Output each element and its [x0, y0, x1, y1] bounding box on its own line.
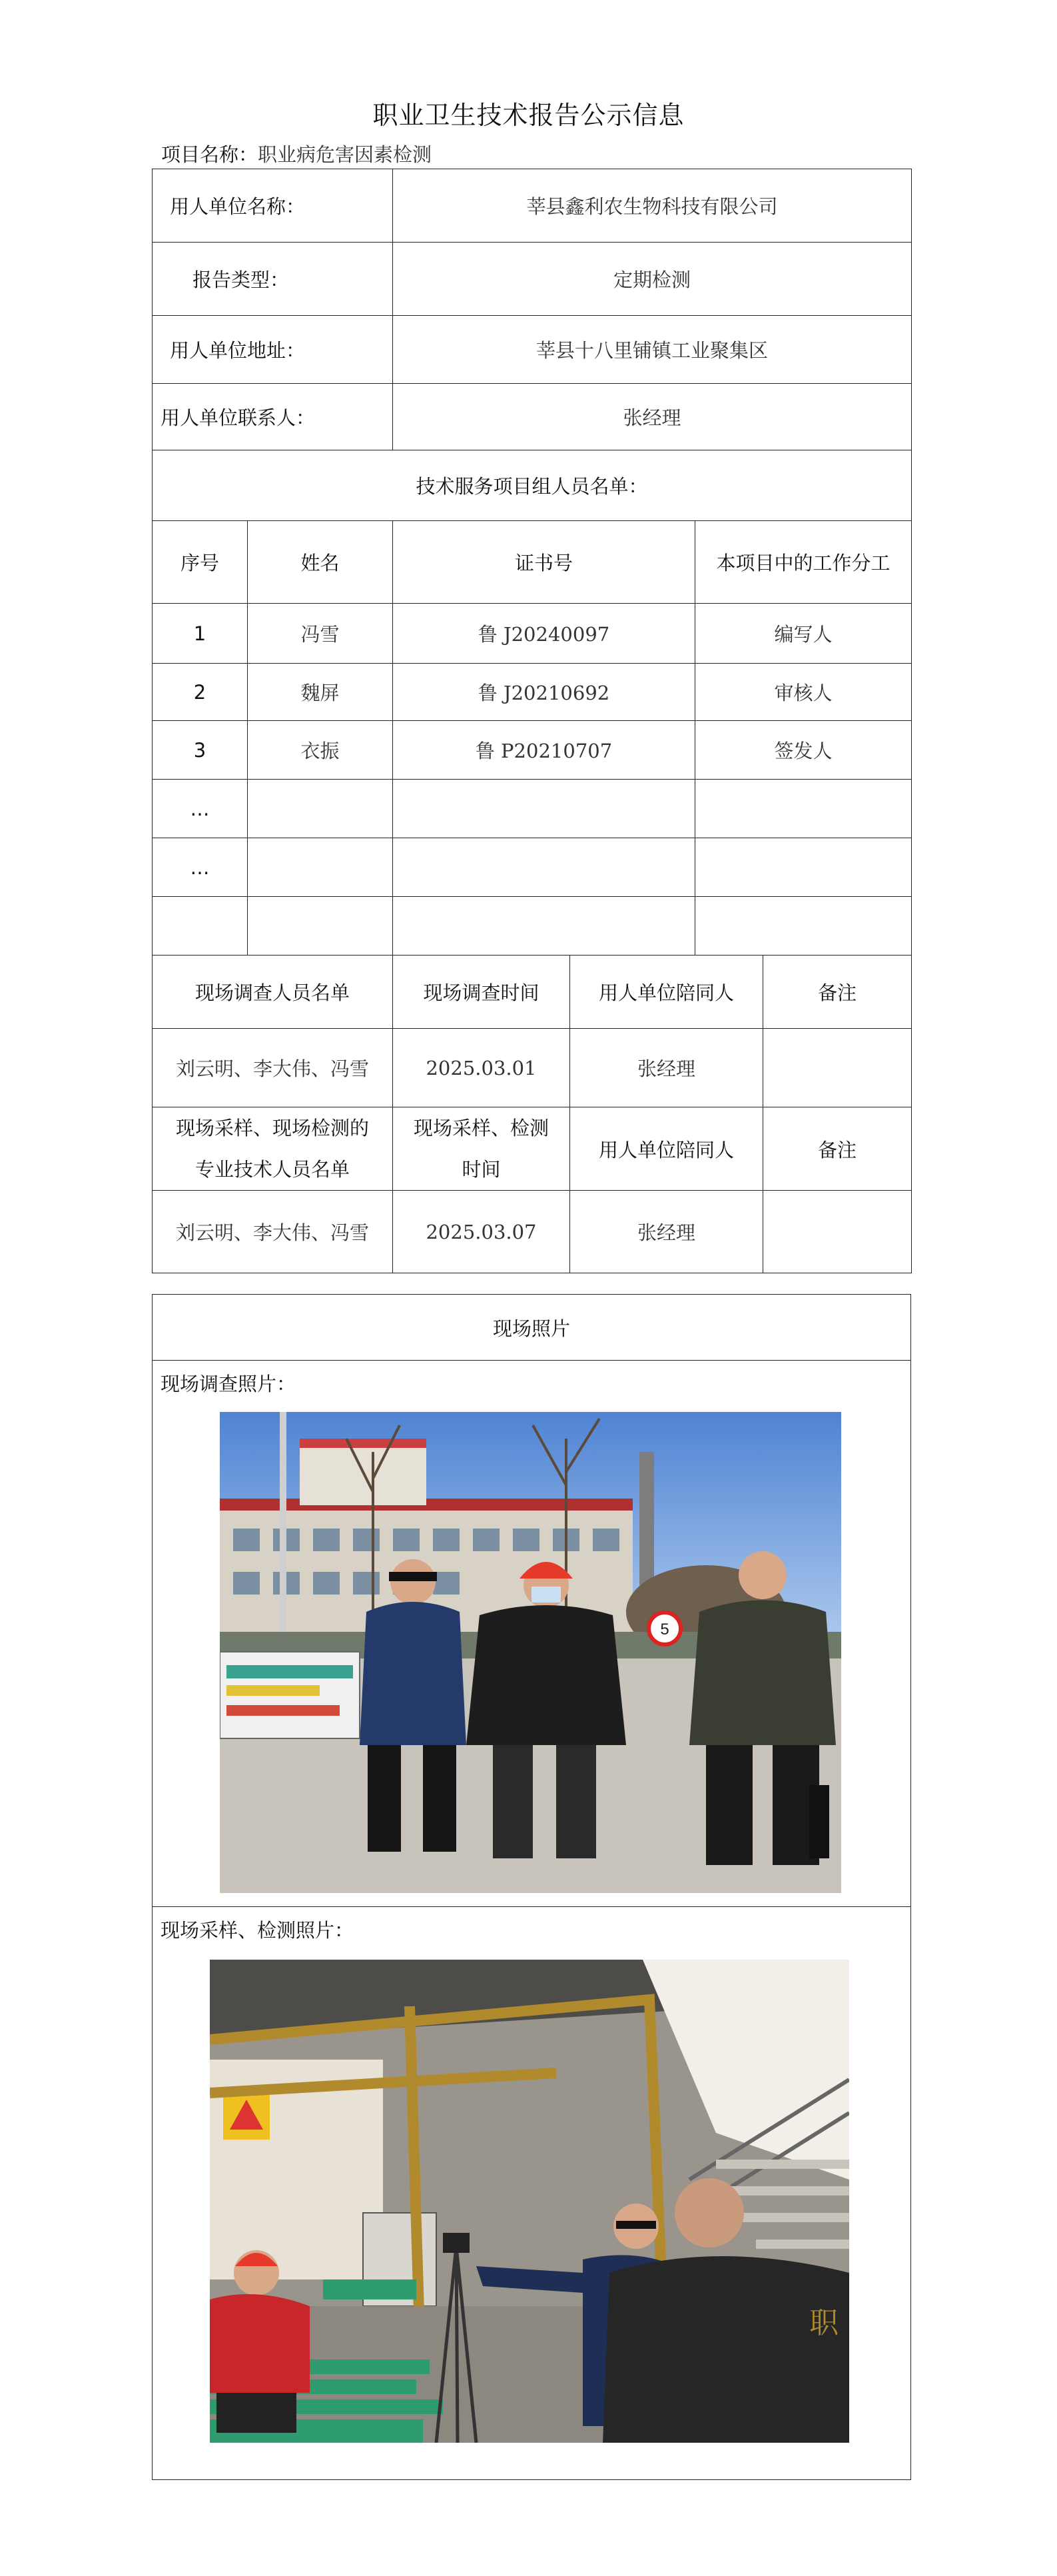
sampling-header-row: [153, 1107, 912, 1191]
row-name: [248, 838, 393, 897]
row-name: 魏屏: [248, 664, 393, 721]
sampling-photo: [210, 1960, 849, 2443]
report-info-table: [152, 169, 912, 521]
vest-text: 职: [809, 2306, 839, 2340]
sampling-photo-section: [153, 1906, 910, 2479]
row-cert: 鲁 P20210707: [393, 721, 695, 780]
row-index: 1: [153, 604, 248, 664]
row-name: [248, 780, 393, 838]
sampling-companion: 张经理: [570, 1191, 763, 1273]
survey-header-row: [153, 956, 912, 1029]
survey-remark: [763, 1029, 912, 1107]
table-row: [153, 838, 912, 897]
survey-photo: [220, 1412, 841, 1893]
row-name: 冯雪: [248, 604, 393, 664]
survey-col-staff: 现场调查人员名单: [153, 956, 393, 1029]
sampling-photo-image: [210, 1960, 849, 2443]
survey-col-companion: 用人单位陪同人: [570, 956, 763, 1029]
row-name: 衣振: [248, 721, 393, 780]
table-row: [153, 780, 912, 838]
survey-photo-image: [220, 1412, 841, 1893]
row-index: 3: [153, 721, 248, 780]
row-name: [248, 897, 393, 956]
team-col-name: 姓名: [248, 521, 393, 604]
team-heading: 技术服务项目组人员名单：: [153, 450, 912, 521]
address-value: 莘县十八里铺镇工业聚集区: [393, 316, 912, 384]
table-row: [153, 897, 912, 956]
row-cert: 鲁 J20240097: [393, 604, 695, 664]
unit-name-value: 莘县鑫利农生物科技有限公司: [393, 169, 912, 243]
survey-staff: 刘云明、李大伟、冯雪: [153, 1029, 393, 1107]
survey-row: [153, 1029, 912, 1107]
project-name-value: 职业病危害因素检测: [258, 143, 432, 166]
sampling-remark: [763, 1191, 912, 1273]
sampling-col-staff: [153, 1107, 393, 1191]
survey-col-date: 现场调查时间: [393, 956, 570, 1029]
team-col-role: 本项目中的工作分工: [695, 521, 912, 604]
row-index: …: [153, 780, 248, 838]
row-index: 2: [153, 664, 248, 721]
row-index: …: [153, 838, 248, 897]
sampling-date: 2025.03.07: [393, 1191, 570, 1273]
project-name-line: [161, 140, 432, 167]
row-role: 签发人: [695, 721, 912, 780]
sampling-col-date-line2: 时间: [462, 1158, 501, 1181]
row-cert: 鲁 J20210692: [393, 664, 695, 721]
speed-sign-text: 5: [660, 1620, 669, 1638]
survey-photo-section: [153, 1360, 910, 1907]
sampling-col-date: [393, 1107, 570, 1191]
row-role: [695, 897, 912, 956]
sampling-col-staff-line2: 专业技术人员名单: [194, 1158, 350, 1181]
survey-col-remark: 备注: [763, 956, 912, 1029]
sampling-photo-label: 现场采样、检测照片：: [161, 1919, 354, 1942]
sampling-staff: 刘云明、李大伟、冯雪: [153, 1191, 393, 1273]
address-label: 用人单位地址：: [153, 316, 393, 384]
survey-photo-label: 现场调查照片：: [161, 1373, 296, 1395]
table-row: [153, 721, 912, 780]
contact-value: 张经理: [393, 384, 912, 450]
row-role: [695, 780, 912, 838]
survey-companion: 张经理: [570, 1029, 763, 1107]
row-role: [695, 838, 912, 897]
table-row: [153, 664, 912, 721]
survey-date: 2025.03.01: [393, 1029, 570, 1107]
contact-label: 用人单位联系人：: [153, 384, 393, 450]
row-cert: [393, 838, 695, 897]
page-title: 职业卫生技术报告公示信息: [372, 101, 685, 130]
row-cert: [393, 780, 695, 838]
sampling-col-remark: 备注: [763, 1107, 912, 1191]
table-row: [153, 604, 912, 664]
team-table: [152, 520, 912, 956]
sampling-row: [153, 1191, 912, 1273]
row-index: [153, 897, 248, 956]
survey-table: [152, 955, 912, 1273]
team-col-cert: 证书号: [393, 521, 695, 604]
sampling-col-companion: 用人单位陪同人: [570, 1107, 763, 1191]
photo-section: [152, 1294, 911, 2480]
row-role: 编写人: [695, 604, 912, 664]
team-col-index: 序号: [153, 521, 248, 604]
sampling-col-date-line1: 现场采样、检测: [413, 1117, 549, 1139]
project-name-label: 项目名称：: [161, 143, 258, 166]
team-header-row: [153, 521, 912, 604]
row-role: 审核人: [695, 664, 912, 721]
report-type-label: 报告类型：: [153, 243, 393, 316]
unit-name-label: 用人单位名称：: [153, 169, 393, 243]
report-type-value: 定期检测: [393, 243, 912, 316]
photo-heading: 现场照片: [153, 1295, 910, 1361]
sampling-col-staff-line1: 现场采样、现场检测的: [175, 1117, 369, 1139]
row-cert: [393, 897, 695, 956]
